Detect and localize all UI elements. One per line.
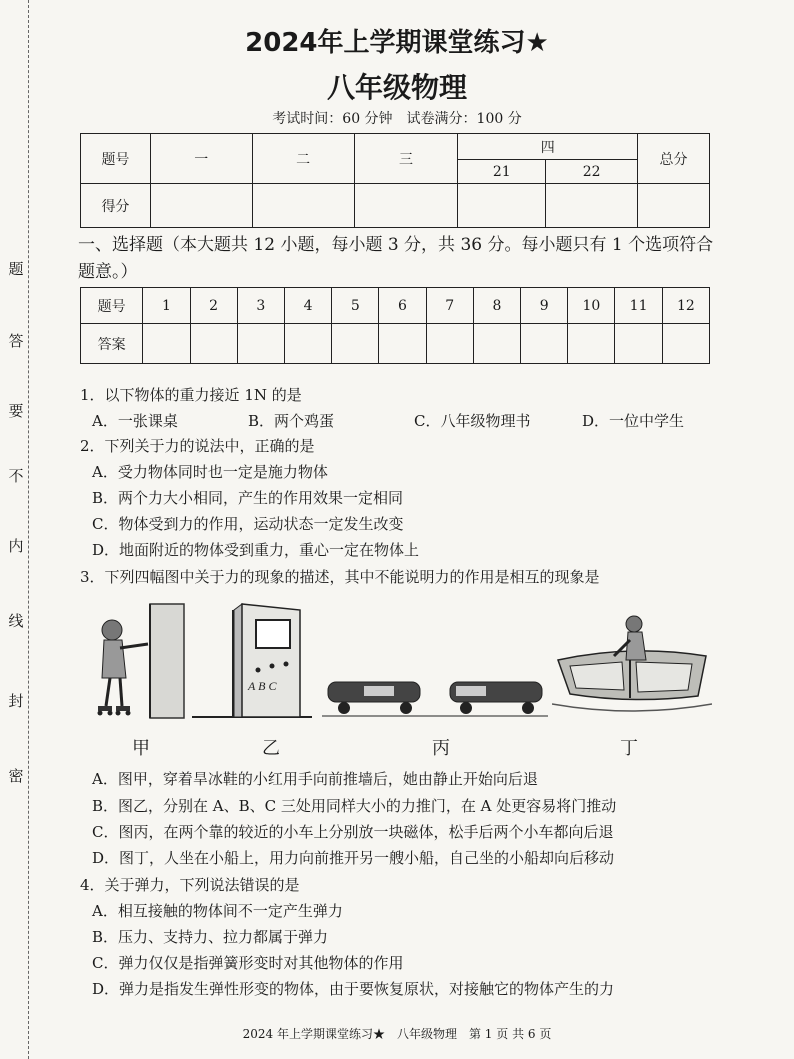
answer-cell xyxy=(237,324,284,364)
figure-jia-illustration xyxy=(88,600,188,722)
question-option: D．弹力是指发生弹性形变的物体，由于要恢复原状，对接触它的物体产生的力 xyxy=(92,980,615,998)
score-table-col-4-q22: 22 xyxy=(546,160,638,184)
exam-subject: 八年级物理 xyxy=(326,71,467,104)
figure-label-ding: 丁 xyxy=(620,738,638,759)
answer-cell xyxy=(190,324,237,364)
margin-char: 答 xyxy=(8,332,24,350)
figure-label-yi: 乙 xyxy=(262,738,280,759)
answer-table-number: 5 xyxy=(332,288,379,324)
score-table-total: 总分 xyxy=(638,134,710,184)
score-cell xyxy=(546,184,638,228)
question-option: D．图丁，人坐在小船上，用力向前推开另一艘小船，自己坐的小船却向后移动 xyxy=(92,849,615,867)
question-option: D．地面附近的物体受到重力，重心一定在物体上 xyxy=(92,541,420,559)
margin-char: 线 xyxy=(8,612,24,630)
score-cell xyxy=(354,184,458,228)
question-stem: 1．以下物体的重力接近 1N 的是 xyxy=(80,386,302,404)
binding-line xyxy=(28,0,29,1059)
page-footer: 2024 年上学期课堂练习★ 八年级物理 第 1 页 共 6 页 xyxy=(242,1027,552,1041)
exam-title: 2024年上学期课堂练习★ xyxy=(245,28,549,58)
answer-table-number: 9 xyxy=(521,288,568,324)
door-points-label: A B C xyxy=(248,679,277,693)
figure-label-bing: 丙 xyxy=(432,738,450,759)
answer-cell xyxy=(284,324,331,364)
score-cell xyxy=(638,184,710,228)
score-cell xyxy=(458,184,546,228)
answer-table-number: 7 xyxy=(426,288,473,324)
answer-cell xyxy=(662,324,709,364)
answer-table xyxy=(80,287,710,364)
answer-table-number: 11 xyxy=(615,288,662,324)
question-stem: 2．下列关于力的说法中，正确的是 xyxy=(80,437,315,455)
answer-table-number: 3 xyxy=(237,288,284,324)
question-option: A．图甲，穿着旱冰鞋的小红用手向前推墙后，她由静止开始向后退 xyxy=(92,770,538,788)
question-option: B．压力、支持力、拉力都属于弹力 xyxy=(92,928,329,946)
figure-bing-illustration xyxy=(322,600,548,722)
exam-info: 考试时间：60 分钟 试卷满分：100 分 xyxy=(272,111,522,127)
answer-table-header-label: 题号 xyxy=(81,288,143,324)
answer-cell xyxy=(332,324,379,364)
question-option: C．八年级物理书 xyxy=(414,412,531,430)
section-heading: 一、选择题（本大题共 12 小题，每小题 3 分，共 36 分。每小题只有 1 个选项符合题意。） xyxy=(78,235,714,282)
answer-table-number: 1 xyxy=(143,288,190,324)
score-cell xyxy=(252,184,354,228)
margin-char: 内 xyxy=(8,537,24,555)
margin-char: 要 xyxy=(8,402,24,420)
answer-table-number: 8 xyxy=(473,288,520,324)
question-option: A．受力物体同时也一定是施力物体 xyxy=(92,463,328,481)
answer-cell xyxy=(426,324,473,364)
answer-cell xyxy=(143,324,190,364)
question-option: B．图乙，分别在 A、B、C 三处用同样大小的力推门，在 A 处更容易将门推动 xyxy=(92,797,617,815)
answer-table-number: 4 xyxy=(284,288,331,324)
margin-char: 密 xyxy=(8,767,24,785)
figure-yi-illustration xyxy=(192,600,314,722)
answer-table-number: 10 xyxy=(568,288,615,324)
answer-cell xyxy=(379,324,426,364)
score-table-col-2: 二 xyxy=(252,134,354,184)
question-option: B．两个鸡蛋 xyxy=(248,412,335,430)
question-option: C．物体受到力的作用，运动状态一定发生改变 xyxy=(92,515,404,533)
question-option: C．弹力仅仅是指弹簧形变时对其他物体的作用 xyxy=(92,954,404,972)
margin-char: 不 xyxy=(8,467,24,485)
answer-cell xyxy=(521,324,568,364)
score-table-col-3: 三 xyxy=(354,134,458,184)
question-option: A．相互接触的物体间不一定产生弹力 xyxy=(92,902,343,920)
answer-table-number: 6 xyxy=(379,288,426,324)
question-option: A．一张课桌 xyxy=(92,412,178,430)
answer-table-number: 12 xyxy=(662,288,709,324)
score-cell xyxy=(150,184,252,228)
answer-table-number: 2 xyxy=(190,288,237,324)
question-stem: 3．下列四幅图中关于力的现象的描述，其中不能说明力的作用是相互的现象是 xyxy=(80,568,600,586)
score-table-col-1: 一 xyxy=(150,134,252,184)
question-option: D．一位中学生 xyxy=(582,412,685,430)
margin-char: 题 xyxy=(8,260,24,278)
score-table-row-label: 得分 xyxy=(81,184,151,228)
answer-cell xyxy=(568,324,615,364)
answer-cell xyxy=(473,324,520,364)
score-table-header-label: 题号 xyxy=(81,134,151,184)
score-table-col-4: 四 xyxy=(458,134,638,160)
answer-cell xyxy=(615,324,662,364)
figure-ding-illustration xyxy=(552,600,712,722)
question-stem: 4．关于弹力，下列说法错误的是 xyxy=(80,876,300,894)
margin-char: 封 xyxy=(8,692,24,710)
score-table-col-4-q21: 21 xyxy=(458,160,546,184)
score-table xyxy=(80,133,710,228)
figure-label-jia: 甲 xyxy=(132,738,150,759)
answer-table-row-label: 答案 xyxy=(81,324,143,364)
question-option: B．两个力大小相同，产生的作用效果一定相同 xyxy=(92,489,404,507)
question-option: C．图丙，在两个靠的较近的小车上分别放一块磁体，松手后两个小车都向后退 xyxy=(92,823,614,841)
